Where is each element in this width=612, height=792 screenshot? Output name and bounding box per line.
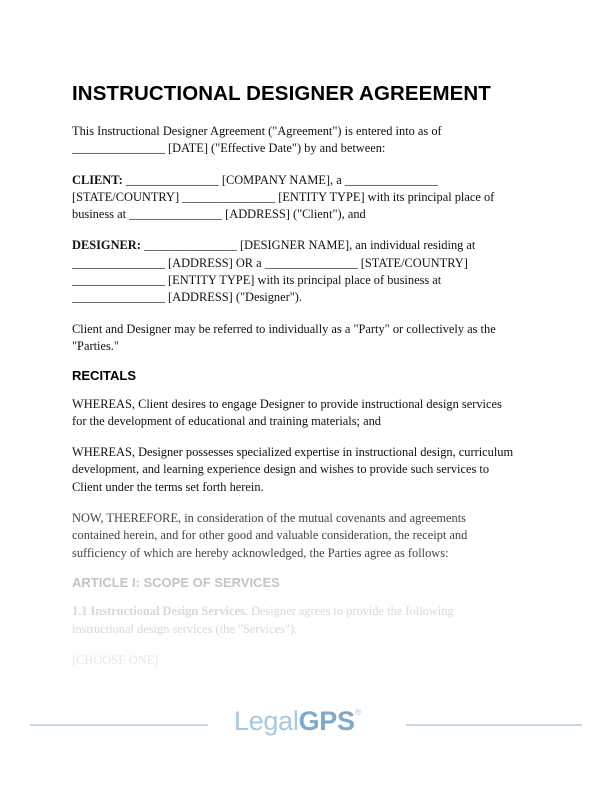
whereas-line: WHEREAS, Designer possesses specialized expertise in instructional design, curriculum — [72, 445, 514, 460]
client-line: [STATE/COUNTRY] _______________ [ENTITY TYPE] with its principal place of — [72, 189, 495, 204]
client-label: CLIENT: — [72, 172, 123, 187]
section-1-1-title: 1.1 Instructional Design Services. — [72, 604, 248, 619]
article-1-heading: ARTICLE I: SCOPE OF SERVICES — [72, 574, 280, 590]
client-text: _______________ [COMPANY NAME], a _______________ — [122, 172, 438, 187]
designer-paragraph — [72, 237, 550, 306]
now-therefore-line: contained herein, and for other good and valuable consideration, the receipt and — [72, 528, 468, 543]
whereas-line: for the development of educational and training materials; and — [72, 413, 381, 428]
document-title: INSTRUCTIONAL DESIGNER AGREEMENT — [72, 82, 491, 105]
client-line — [72, 172, 550, 189]
designer-line: _______________ [ADDRESS] ("Designer"). — [72, 290, 303, 305]
whereas-paragraph-1 — [72, 396, 550, 431]
section-1-1 — [72, 603, 550, 638]
client-paragraph — [72, 172, 550, 224]
intro-paragraph — [72, 123, 550, 158]
whereas-paragraph-2 — [72, 444, 550, 496]
designer-line: _______________ [ENTITY TYPE] with its principal place of business at — [72, 273, 442, 288]
now-therefore-line: NOW, THEREFORE, in consideration of the mutual covenants and agreements — [72, 511, 467, 526]
logo-gps-text: GPS — [298, 706, 355, 736]
legalgps-logo — [234, 706, 361, 737]
now-therefore-paragraph — [72, 510, 550, 562]
section-line: instructional design services (the "Services"): — [72, 621, 298, 636]
designer-line: _______________ [ADDRESS] OR a _______________ [STATE/COUNTRY] — [72, 255, 468, 270]
parties-line: "Parties." — [72, 338, 119, 353]
whereas-line: Client under the terms set forth herein. — [72, 479, 264, 494]
now-therefore-line: sufficiency of which are hereby acknowledged, the Parties agree as follows: — [72, 545, 449, 560]
section-line — [72, 603, 550, 620]
whereas-line: development, and learning experience design and wishes to provide such services to — [72, 462, 490, 477]
document-page — [72, 82, 550, 669]
registered-mark: ® — [354, 707, 362, 717]
logo-legal-text: Legal — [234, 706, 299, 736]
designer-line — [72, 237, 550, 254]
choose-one-placeholder: [CHOOSE ONE] — [72, 652, 159, 667]
section-1-1-text: Designer agrees to provide the following — [247, 604, 454, 619]
parties-paragraph — [72, 321, 550, 356]
client-line: business at _______________ [ADDRESS] ("Client"), and — [72, 207, 366, 222]
intro-line: This Instructional Designer Agreement ("Agreement") is entered into as of — [72, 124, 442, 138]
footer-rule-left — [30, 724, 208, 726]
intro-line: _______________ [DATE] ("Effective Date") by and between: — [72, 141, 386, 156]
parties-line: Client and Designer may be referred to individually as a "Party" or collectively as the — [72, 321, 496, 336]
whereas-line: WHEREAS, Client desires to engage Designer to provide instructional design services — [72, 396, 502, 411]
designer-text: _______________ [DESIGNER NAME], an individual residing at — [140, 238, 476, 253]
footer — [0, 700, 612, 750]
footer-rule-right — [406, 724, 582, 726]
designer-label: DESIGNER: — [72, 238, 141, 253]
recitals-heading: RECITALS — [72, 368, 137, 384]
